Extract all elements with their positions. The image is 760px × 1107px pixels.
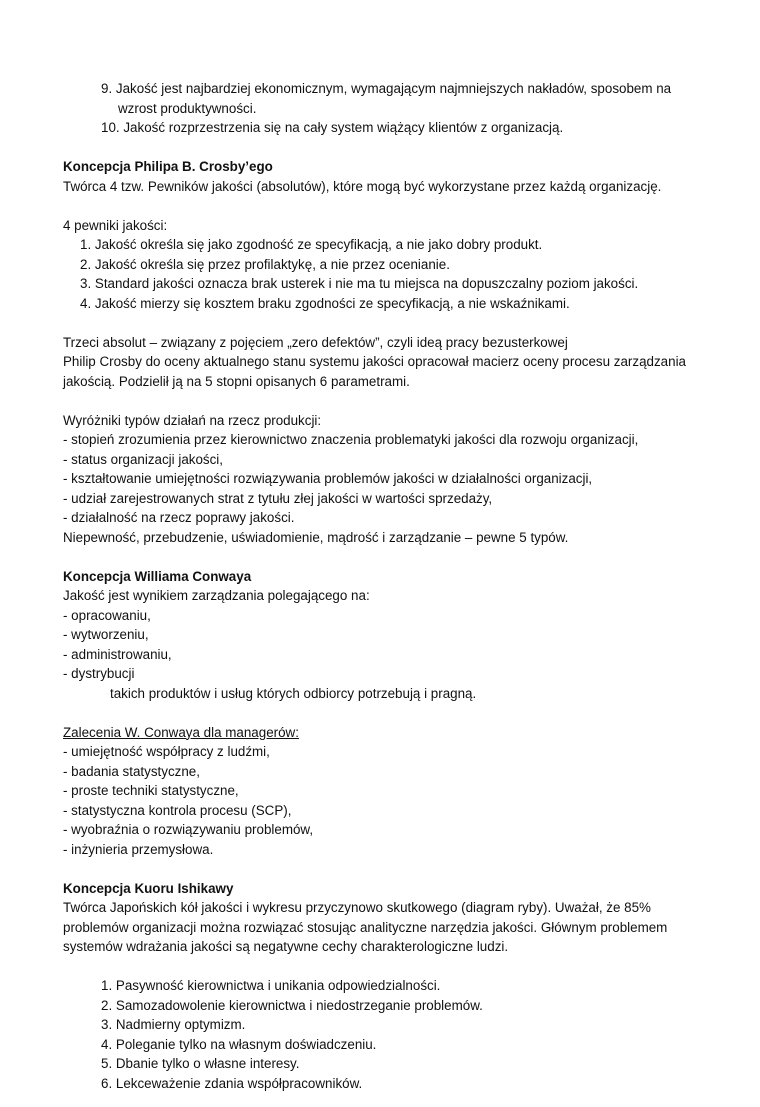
distinguishers-list (63, 430, 703, 528)
list-item: - proste techniki statystyczne, (63, 783, 239, 798)
paragraph-line: Philip Crosby do oceny aktualnego stanu systemu jakości opracował macierz oceny procesu zarządzania (63, 354, 686, 369)
list-item: 5. Dbanie tylko o własne interesy. (101, 1056, 300, 1071)
crosby-intro: Twórca 4 tzw. Pewników jakości (absolutów), które mogą być wykorzystane przez każdą organizację. (63, 178, 662, 194)
types-line: Niepewność, przebudzenie, uświadomienie, mądrość i zarządzanie – pewne 5 typów. (63, 529, 569, 545)
list-item: - umiejętność współpracy z ludźmi, (63, 744, 270, 759)
list-item: 9. Jakość jest najbardziej ekonomicznym, wymagającym najmniejszych nakładów, sposobem na (101, 81, 672, 96)
list-item: 1. Jakość określa się jako zgodność ze specyfikacją, a nie jako dobry produkt. (80, 237, 543, 252)
list-item: - statystyczna kontrola procesu (SCP), (63, 802, 292, 818)
list-item: - stopień zrozumienia przez kierownictwo znaczenia problematyki jakości dla rozwoju organizacji, (63, 432, 639, 447)
list-item: 3. Standard jakości oznacza brak usterek i nie ma tu miejsca na dopuszczalny poziom jakości. (80, 276, 639, 291)
list-item: - badania statystyczne, (63, 763, 200, 779)
list-item: 10. Jakość rozprzestrzenia się na cały system wiążący klientów z organizacją. (101, 120, 564, 135)
list-item: - dystrybucji (63, 666, 135, 681)
recommendations-list (63, 742, 703, 859)
list-item: - administrowaniu, (63, 646, 172, 662)
list-item: 2. Jakość określa się przez profilaktykę, a nie przez ocenianie. (80, 256, 450, 272)
list-item: - działalność na rzecz poprawy jakości. (63, 510, 295, 525)
paragraph-line: jakością. Podzielił ją na 5 stopni opisanych 6 parametrami. (63, 373, 410, 389)
ishikawa-heading: Koncepcja Kuoru Ishikawy (63, 880, 234, 896)
crosby-list-title: 4 pewniki jakości: (63, 217, 168, 233)
list-item: 2. Samozadowolenie kierownictwa i niedostrzeganie problemów. (101, 997, 483, 1013)
crosby-heading: Koncepcja Philipa B. Crosby’ego (63, 159, 273, 174)
list-item: - opracowaniu, (63, 607, 151, 623)
list-item: - udział zarejestrowanych strat z tytułu złej jakości w wartości sprzedaży, (63, 490, 493, 506)
distinguishers-title: Wyróżniki typów działań na rzecz produkcji: (63, 412, 322, 428)
conway-heading: Koncepcja Williama Conwaya (63, 568, 252, 584)
intro-list (63, 79, 703, 138)
list-item: 6. Lekceważenie zdania współpracowników. (101, 1075, 363, 1091)
list-item: - status organizacji jakości, (63, 451, 224, 467)
paragraph-line: Trzeci absolut – związany z pojęciem „zero defektów”, czyli ideą pracy bezusterkowej (63, 334, 568, 350)
ishikawa-paragraph (63, 898, 703, 957)
paragraph-line: Twórca Japońskich kół jakości i wykresu przyczynowo skutkowego (diagram ryby). Uważał, że 85% (63, 900, 651, 915)
list-item: - kształtowanie umiejętności rozwiązywania problemów jakości w działalności organizacji, (63, 471, 593, 486)
list-item: 4. Jakość mierzy się kosztem braku zgodności ze specyfikacją, a nie wskaźnikami. (80, 295, 570, 311)
conway-items (63, 606, 703, 684)
crosby-paragraph (63, 333, 703, 392)
list-item: 4. Poleganie tylko na własnym doświadczeniu. (101, 1036, 377, 1052)
ishikawa-list (63, 976, 703, 1093)
conway-intro: Jakość jest wynikiem zarządzania polegającego na: (63, 588, 370, 603)
conway-tail: takich produktów i usług których odbiorcy potrzebują i pragną. (110, 685, 477, 701)
paragraph-line: systemów wdrażania jakości są negatywne cechy charakterologiczne ludzi. (63, 939, 509, 954)
list-item: - inżynieria przemysłowa. (63, 841, 214, 857)
crosby-list (63, 235, 703, 313)
list-item: - wytworzeniu, (63, 627, 149, 642)
paragraph-line: problemów organizacji można rozwiązać stosując analityczne narzędzia jakości. Głównym problemem (63, 919, 668, 935)
recommendations-title: Zalecenia W. Conwaya dla managerów: (63, 724, 299, 740)
list-item: - wyobraźnia o rozwiązywaniu problemów, (63, 822, 314, 837)
list-item: 3. Nadmierny optymizm. (101, 1017, 246, 1032)
list-item: 1. Pasywność kierownictwa i unikania odpowiedzialności. (101, 978, 441, 993)
list-item-continuation: wzrost produktywności. (118, 100, 257, 116)
document-content (63, 79, 703, 1093)
